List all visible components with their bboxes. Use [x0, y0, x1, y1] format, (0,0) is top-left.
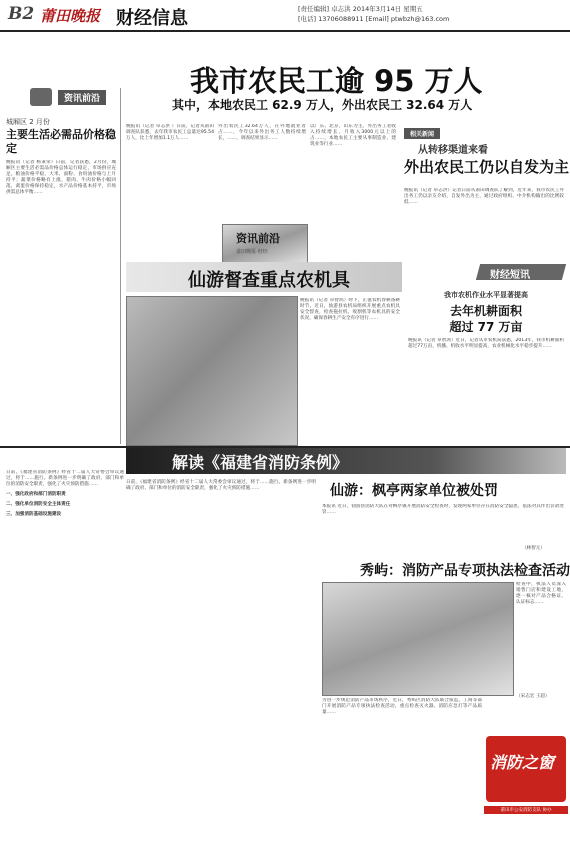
sidebar-title: 外出农民工仍以自发为主 — [404, 158, 570, 176]
xiuyu-fire-body-2: 检查中，执法人员深入销售门店和建设工地，逐一核对产品合格证、认证标志…… — [516, 582, 566, 605]
left-column-dateline: 城厢区 2 月份 — [6, 118, 50, 126]
xianyou-photo — [126, 296, 298, 446]
finance-box-title-3: 超过 77 万亩 — [449, 320, 523, 334]
xianyou-story-body: 晚报讯（记者 卓智鸿）时下，正值农机春耕备耕时节，近日，仙游县农机局组织开展重点农机具安全督查，检查拖拉机、收割机等农机具的安全状况，确保春耕生产安全有序进行…… — [300, 298, 400, 321]
xianyou-fire-title: 仙游：枫亭两家单位被处罚 — [330, 483, 498, 499]
lead-story-col1: 晚报讯（记者 卓志洪 ）日前，记者从莆田调查队获悉，去年我市农民工总量达95.54万人，比上年增加1.1万人…… — [126, 124, 214, 141]
xiuyu-fire-body: 为进一步规范消防产品市场秩序，近日，秀屿区消防大队联合质监、工商等部门开展消防产品专项执法检查活动，重点检查灭火器、消防应急灯等产品质量…… — [322, 698, 482, 715]
xianyou-fire-body: 本报讯 近日，仙游县消防大队在对枫亭镇开展消防安全检查时，发现两家单位存在消防安全隐患，依法对其作出罚款处罚…… — [322, 504, 564, 515]
finance-box-title-2: 去年机耕面积 — [449, 304, 522, 318]
sidebar-tag: 相关新闻 — [404, 128, 440, 139]
finance-box-body: 晚报讯（记者 卓智鸿）近日，记者从市农机局获悉，2013年，我市机耕面积超过77万亩，机播、机收水平明显提高，农业机械化水平稳步提升…… — [408, 338, 564, 349]
xiuyu-fire-title: 秀屿：消防产品专项执法检查活动 — [360, 563, 570, 579]
lead-story-title: 我市农民工逾 95 万人 — [190, 64, 483, 98]
fire-subhead-3: 三、加强消防基础设施建设 — [6, 512, 62, 517]
fire-section-banner: 解读《福建省消防条例》 — [172, 453, 349, 472]
left-column-body: 晚报讯（记者 杨秉荣）日前，记者获悉，2月份，城厢区主要生活必需品价格总体运行稳定，市场供应充足。粮油价格平稳，大米、面粉、食用油价格与上月持平；蔬菜价格略有上涨，猪肉、牛肉价格小幅回落，禽蛋价格保持稳定，水产品价格基本持平，市场供需总体平衡…… — [6, 160, 116, 195]
xiuyu-fire-photo — [322, 582, 514, 696]
paper-name: 莆田晚报 — [40, 7, 101, 25]
sidebar-kicker: 从转移渠道来看 — [418, 145, 488, 156]
fire-subhead-1: 一、强化政府和部门消防职责 — [6, 492, 66, 497]
fire-section-body — [6, 470, 124, 820]
editor-info — [298, 4, 449, 24]
section-title: 财经信息 — [116, 8, 188, 29]
lead-story-col3: 以广东、北京、山东为主。外出务工者收入持续增长，月收入3000元以上的占……，本地农民工主要从事制造业、建筑业等行业…… — [310, 124, 396, 147]
mid-tag-sub: 莆田晚报·财经 — [236, 249, 268, 255]
fire-section-columns — [126, 480, 316, 820]
contact-line: [电话] 13706088911 [Email] ptwbzh@163.com — [298, 15, 450, 23]
fire-logo-text: 消防之窗 — [490, 753, 555, 772]
column-divider — [120, 88, 121, 444]
fire-col-text: 日前，《福建省消防条例》经省十二届人大常委会审议通过，将于……施行。新条例进一步明确了政府、部门和单位的消防安全职责，强化了火灾预防措施…… — [126, 480, 316, 491]
page-number: B2 — [8, 4, 35, 24]
mid-tag: 资讯前沿 — [236, 232, 280, 245]
xiuyu-fire-credit: （宋志宏 王超） — [516, 694, 550, 699]
editor-line: [责任编辑] 卓志洪 2014年3月14日 星期五 — [298, 5, 423, 13]
fire-logo-caption: 莆田市公安消防支队 协办 — [484, 806, 568, 814]
fire-body-para: 日前，《福建省消防条例》经省十二届人大常委会审议通过，将于……施行。新条例进一步明确了政府、部门和单位的消防安全职责，强化了火灾预防措施…… — [6, 470, 124, 487]
lead-story-subtitle: 其中，本地农民工 62.9 万人，外出农民工 32.64 万人 — [172, 98, 473, 112]
finance-box-title-1: 我市农机作业水平显著提高 — [444, 291, 528, 299]
left-column-title: 主要生活必需品价格稳定 — [6, 128, 116, 155]
news-tag-icon — [30, 88, 52, 106]
finance-box-tag: 财经短讯 — [490, 270, 530, 281]
sidebar-body: 晚报讯（记者 卓志洪）记者日前从莆田调查队了解到，近年来，我市农民工外出务工仍以亲友介绍、自发外出为主，通过政府组织、中介机构输出的比例较低…… — [404, 188, 564, 205]
fire-subhead-2: 二、强化单位消防安全主体责任 — [6, 502, 71, 507]
xianyou-fire-credit: （林智元） — [522, 546, 545, 551]
xianyou-story-title: 仙游督查重点农机具 — [188, 270, 350, 291]
lead-story-col2: 外出农民工32.64万人，在外地就业者占……，今年以来外出务工人数持续增长，……，调查结果显示…… — [218, 124, 306, 141]
left-column-tag: 资讯前沿 — [58, 90, 106, 105]
